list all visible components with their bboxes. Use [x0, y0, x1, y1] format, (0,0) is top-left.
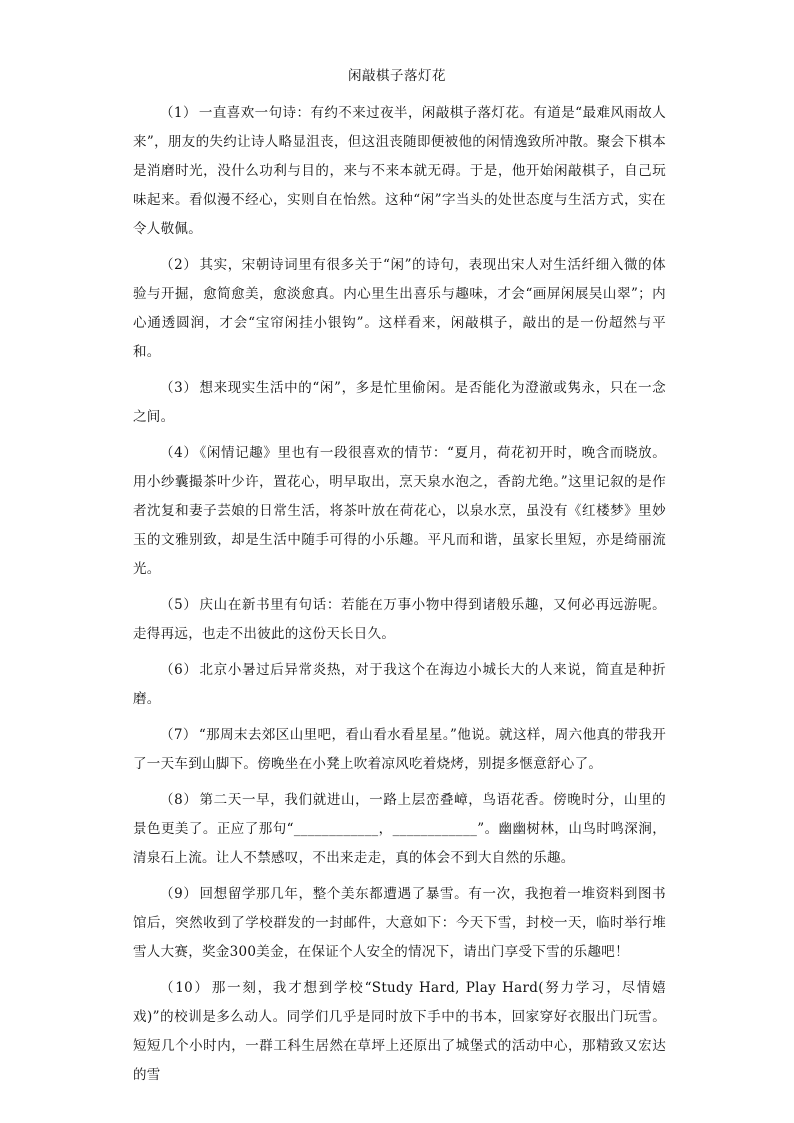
article-body — [133, 99, 666, 1097]
paragraph-number: （2） — [160, 257, 198, 273]
paragraph-text: “那周末去郊区山里吧，看山看水看星星。”他说。就这样，周六他真的带我开了一天车到山脚下。傍晚坐在小凳上吹着凉风吃着烧烤，别提多惬意舒心了。 — [133, 727, 666, 772]
page-title: 闲敲棋子落灯花 — [348, 68, 446, 84]
paragraph-1 — [133, 99, 666, 244]
paragraph-number: （5） — [160, 597, 198, 613]
paragraph-number: （7） — [160, 727, 197, 743]
paragraph-text: 庆山在新书里有句话：若能在万事小物中得到诸般乐趣，又何必再远游呢。走得再远，也走不出彼此的这份天长日久。 — [133, 597, 666, 642]
paragraph-8 — [133, 786, 666, 873]
paragraph-text: 北京小暑过后异常炎热，对于我这个在海边小城长大的人来说，简直是种折磨。 — [133, 662, 666, 707]
paragraph-4 — [133, 439, 666, 584]
paragraph-text: 其实，宋朝诗词里有很多关于“闲”的诗句，表现出宋人对生活纤细入微的体验与开掘，愈简愈美，愈淡愈真。内心里生出喜乐与趣味，才会“画屏闲展吴山翠”；内心通透圆润，才会“宝帘闲挂小银钩”。这样看来，闲敲棋子，敲出的是一份超然与平和。 — [133, 257, 666, 360]
paragraph-6 — [133, 656, 666, 714]
paragraph-text: 《闲情记趣》里也有一段很喜欢的情节：“夏月，荷花初开时，晚含而晓放。用小纱囊撮茶叶少许，置花心，明早取出，烹天泉水泡之，香韵尤绝。”这里记叙的是作者沈复和妻子芸娘的日常生活，将茶叶放在荷花心，以泉水烹，虽没有《红楼梦》里妙玉的文雅别致，却是生活中随手可得的小乐趣。平凡而和谐，虽家长里短，亦是绮丽流光。 — [133, 445, 666, 577]
paragraph-text: 想来现实生活中的“闲”，多是忙里偷闲。是否能化为澄澈或隽永，只在一念之间。 — [133, 380, 666, 425]
paragraph-9 — [133, 880, 666, 967]
paragraph-text: 一直喜欢一句诗：有约不来过夜半，闲敲棋子落灯花。有道是“最难风雨故人来”，朋友的失约让诗人略显沮丧，但这沮丧随即便被他的闲情逸致所冲散。聚会下棋本是消磨时光，没什么功利与目的，来与不来本就无碍。于是，他开始闲敲棋子，自己玩味起来。看似漫不经心，实则自在怡然。这种“闲”字当头的处世态度与生活方式，实在令人敬佩。 — [133, 105, 666, 237]
paragraph-number: （1） — [160, 105, 197, 121]
paragraph-text: 第二天一早，我们就进山，一路上层峦叠嶂，鸟语花香。傍晚时分，山里的景色更美了。正应了那句“____________，____________”。幽幽树林，山鸟时鸣深涧，清泉石上流。让人不禁感叹，不出来走走，真的体会不到大自然的乐趣。 — [133, 792, 666, 866]
paragraph-number: （6） — [160, 662, 198, 678]
paragraph-7 — [133, 721, 666, 779]
paragraph-2 — [133, 251, 666, 367]
paragraph-number: （8） — [160, 792, 198, 808]
paragraph-10 — [133, 974, 666, 1090]
paragraph-number: （10） — [160, 980, 210, 996]
paragraph-5 — [133, 591, 666, 649]
paragraph-text: 回想留学那几年，整个美东都遭遇了暴雪。有一次，我抱着一堆资料到图书馆后，突然收到了学校群发的一封邮件，大意如下：今天下雪，封校一天，临时举行堆雪人大赛，奖金300美金，在保证个人安全的情况下，请出门享受下雪的乐趣吧！ — [133, 886, 666, 960]
paragraph-3 — [133, 374, 666, 432]
paragraph-number: （4） — [160, 445, 198, 461]
paragraph-text: 那一刻，我才想到学校“Study Hard, Play Hard(努力学习，尽情嬉戏)”的校训是多么动人。同学们几乎是同时放下手中的书本，回家穿好衣服出门玩雪。短短几个小时内，一群工科生居然在草坪上还原出了城堡式的活动中心，那精致又宏达的雪 — [133, 980, 666, 1083]
paragraph-number: （3） — [160, 380, 198, 396]
paragraph-number: （9） — [160, 886, 198, 902]
